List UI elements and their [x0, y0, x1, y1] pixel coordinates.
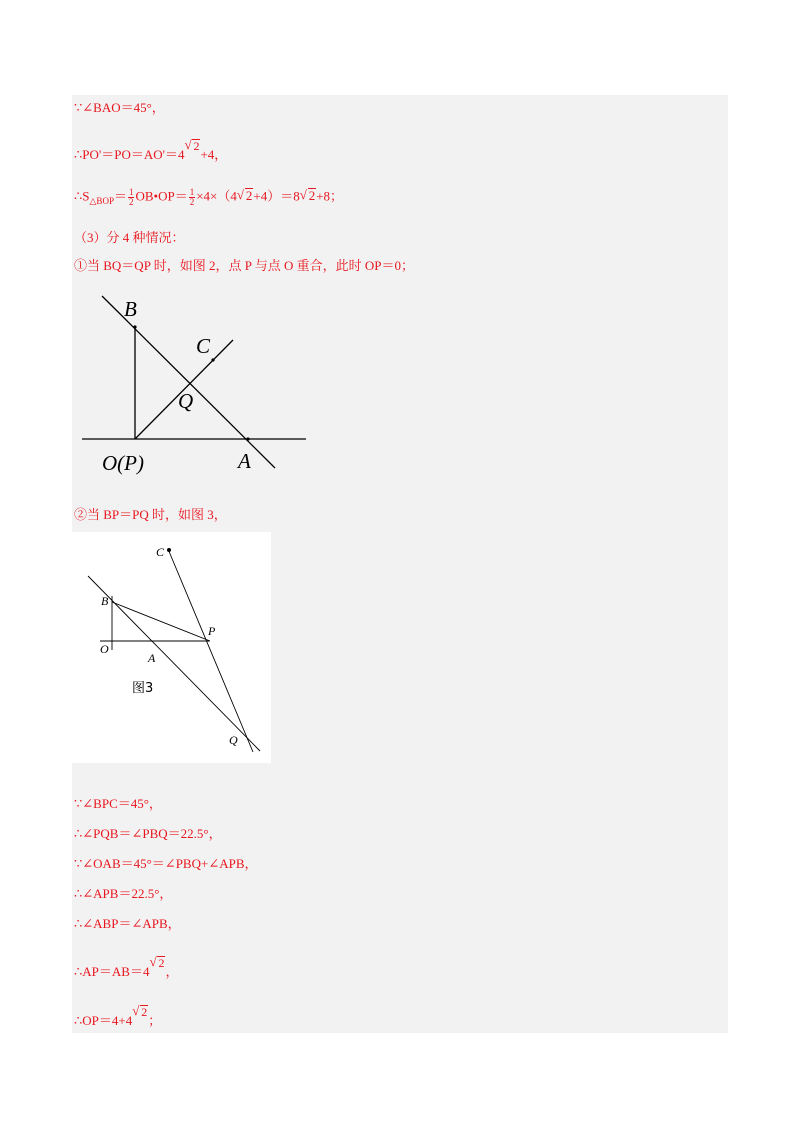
line-13: ∴OP＝4+4√ 2； [74, 1004, 161, 1029]
line-3: $\therefore S_{\triangle BOP}=$ $\frac{1}{2}$ OB•OP＝ $\frac{1}{2}$ ×4×（4√ 2+4）＝8√ 2+8； [74, 188, 343, 209]
figure-caption: 图3 [132, 681, 154, 696]
line-9: ∵∠OAB＝45°＝∠PBQ+∠APB， [74, 856, 258, 871]
label-p: P [208, 624, 216, 638]
label-q: Q [229, 733, 238, 747]
sqrt-term: √ 2 [237, 188, 254, 204]
sqrt-term: √ 2 [149, 955, 165, 971]
label-b: B [124, 297, 137, 321]
line-10: ∴∠APB＝22.5°， [74, 886, 173, 901]
label-o: O(P) [102, 451, 144, 475]
line-12: ∴AP＝AB＝4√ 2， [74, 955, 178, 980]
label-a: A [238, 449, 251, 473]
label-c: C [156, 545, 165, 559]
line-4: （3）分 4 种情况： [74, 230, 185, 245]
fraction-half: $\frac{1}{2}$ [128, 187, 134, 207]
figure-3 [72, 532, 271, 763]
sqrt-term: √ 2 [132, 1004, 148, 1020]
label-a: A [148, 651, 156, 665]
line-6: ②当 BP＝PQ 时，如图 3， [74, 507, 227, 522]
line-1: ∵∠BAO＝45°， [74, 100, 165, 115]
sqrt-term: √ 2 [300, 188, 317, 204]
label-o: O [100, 642, 109, 656]
fraction-half: $\frac{1}{2}$ [189, 187, 195, 207]
label-b: B [101, 594, 109, 608]
sqrt-term: √ 2 [184, 138, 200, 154]
line-11: ∴∠ABP＝∠APB， [74, 916, 181, 931]
label-q: Q [178, 389, 194, 413]
line-7: ∵∠BPC＝45°， [74, 796, 162, 811]
label-c: C [196, 334, 211, 358]
line-ba [102, 296, 275, 468]
line-8: ∴∠PQB＝∠PBQ＝22.5°， [74, 826, 222, 841]
segment-bp [112, 602, 210, 641]
line-cq [168, 549, 253, 752]
figure-2 [80, 290, 310, 475]
line-5: ①当 BQ＝QP 时，如图 2，点 P 与点 O 重合，此时 OP＝0； [74, 258, 414, 273]
line-2: ∴PO'＝PO＝AO'＝4√ 2+4， [74, 138, 227, 163]
